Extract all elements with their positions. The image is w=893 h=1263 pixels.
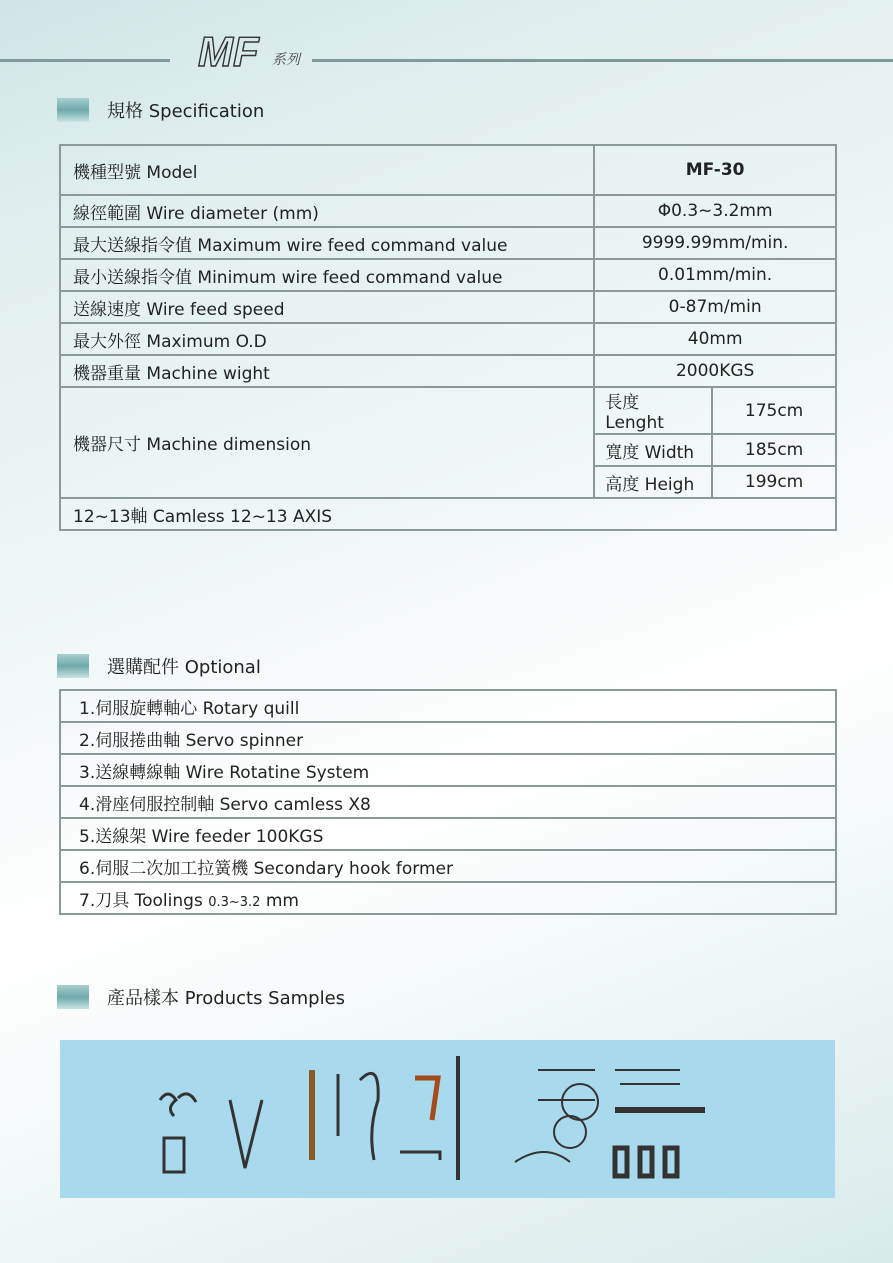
spec-label: 最大外徑 Maximum O.D [60, 323, 594, 355]
spec-value: 2000KGS [594, 355, 836, 387]
table-row [60, 227, 836, 259]
spec-table [59, 144, 837, 531]
optional-item-text: 7.刀具 Toolings [79, 890, 209, 911]
table-row [60, 259, 836, 291]
samples-title: 產品樣本 Products Samples [107, 988, 346, 1009]
spec-value: 9999.99mm/min. [594, 227, 836, 259]
dimension-value: 185cm [712, 434, 836, 466]
dimension-value: 199cm [712, 466, 836, 498]
heading-bar-icon [57, 654, 89, 678]
dimension-label: 機器尺寸 Machine dimension [60, 387, 594, 498]
optional-item: 4.滑座伺服控制軸 Servo camless X8 [60, 786, 836, 818]
spring-samples-illustration [60, 1040, 835, 1198]
optional-item: 1.伺服旋轉軸心 Rotary quill [60, 690, 836, 722]
axis-footer: 12~13軸 Camless 12~13 AXIS [60, 498, 836, 530]
spec-label: 最小送線指令值 Minimum wire feed command value [60, 259, 594, 291]
product-samples-image [60, 1040, 835, 1198]
coil-spring-icon [415, 1078, 438, 1120]
table-row [60, 818, 836, 850]
table-row [60, 195, 836, 227]
optional-title: 選購配件 Optional [107, 657, 261, 678]
optional-item-range: 0.3~3.2 [208, 894, 261, 910]
dimension-name: 高度 Heigh [594, 466, 712, 498]
table-row [60, 323, 836, 355]
optional-table [59, 689, 837, 915]
spec-label: 線徑範圍 Wire diameter (mm) [60, 195, 594, 227]
table-row [60, 387, 836, 434]
samples-section-heading [57, 984, 345, 1010]
optional-item [60, 882, 836, 914]
heading-bar-icon [57, 98, 89, 122]
wire-form-icon [400, 1152, 440, 1160]
coil-spring-icon [640, 1148, 652, 1176]
table-row [60, 882, 836, 914]
table-row [60, 498, 836, 530]
spec-section-heading [57, 97, 264, 123]
wire-form-icon [615, 1070, 680, 1084]
table-row [60, 145, 836, 195]
header-rule-left [0, 59, 170, 62]
optional-item-unit: mm [260, 890, 299, 911]
torsion-spring-icon [178, 1094, 196, 1102]
spec-label: 最大送線指令值 Maximum wire feed command value [60, 227, 594, 259]
optional-item: 3.送線轉線軸 Wire Rotatine System [60, 754, 836, 786]
spec-label: 機種型號 Model [60, 145, 594, 195]
table-row [60, 786, 836, 818]
table-row [60, 754, 836, 786]
series-label: 系列 [272, 52, 300, 68]
optional-item: 5.送線架 Wire feeder 100KGS [60, 818, 836, 850]
torsion-spring-icon [160, 1094, 176, 1116]
spec-value: MF-30 [594, 145, 836, 195]
spec-value: 0-87m/min [594, 291, 836, 323]
coil-spring-icon [665, 1148, 677, 1176]
coil-spring-icon [615, 1148, 627, 1176]
optional-item: 2.伺服捲曲軸 Servo spinner [60, 722, 836, 754]
spec-title: 規格 Specification [107, 101, 265, 122]
table-row [60, 291, 836, 323]
dimension-name: 寬度 Width [594, 434, 712, 466]
spec-value: 40mm [594, 323, 836, 355]
dimension-value: 175cm [712, 387, 836, 434]
table-row [60, 722, 836, 754]
dimension-name: 長度 Lenght [594, 387, 712, 434]
header-rule-right [312, 59, 893, 62]
spec-value: 0.01mm/min. [594, 259, 836, 291]
wire-form-icon [360, 1073, 378, 1160]
table-row [60, 850, 836, 882]
svg-text:MF: MF [198, 28, 259, 72]
coil-spring-icon [164, 1138, 184, 1172]
mf-logo [196, 28, 276, 72]
ring-icon [562, 1084, 598, 1120]
table-row [60, 355, 836, 387]
spec-label: 送線速度 Wire feed speed [60, 291, 594, 323]
ring-icon [554, 1116, 586, 1148]
optional-item: 6.伺服二次加工拉簧機 Secondary hook former [60, 850, 836, 882]
spec-label: 機器重量 Machine wight [60, 355, 594, 387]
wire-form-icon [230, 1100, 262, 1168]
optional-section-heading [57, 653, 261, 679]
spec-value: Φ0.3~3.2mm [594, 195, 836, 227]
wire-form-icon [515, 1152, 570, 1162]
table-row [60, 690, 836, 722]
heading-bar-icon [57, 985, 89, 1009]
